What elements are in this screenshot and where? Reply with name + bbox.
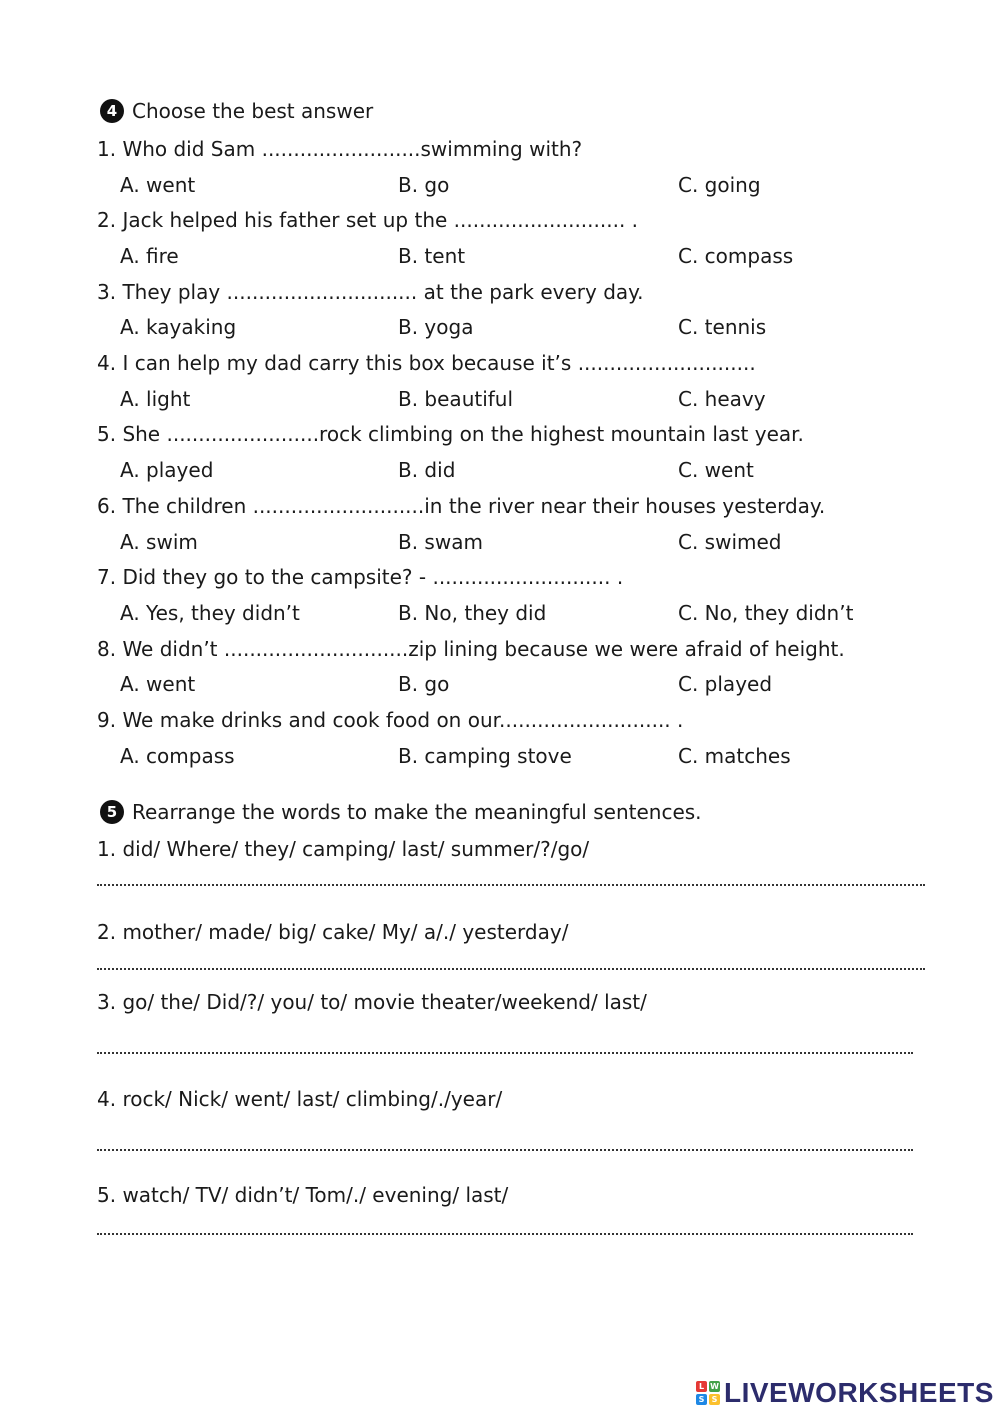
section-4-number-badge: 4 [100, 99, 124, 123]
logo-tile-2: W [710, 1382, 719, 1391]
question-9-option-c[interactable]: C. matches [678, 744, 791, 768]
question-7-option-a[interactable]: A. Yes, they didn’t [120, 601, 300, 625]
question-9: 9. We make drinks and cook food on our........................... . [97, 708, 684, 732]
logo-text: LIVEWORKSHEETS [724, 1377, 994, 1408]
logo-tile-3: S [696, 1394, 707, 1405]
logo-tiles-icon [696, 1381, 720, 1405]
question-1-option-a[interactable]: A. went [120, 173, 196, 197]
answer-line-4[interactable] [97, 1149, 913, 1151]
section-5-number-badge: 5 [100, 800, 124, 824]
question-1: 1. Who did Sam .........................swimming with? [97, 137, 583, 161]
question-3-option-c[interactable]: C. tennis [678, 315, 767, 339]
section-4-title: Choose the best answer [132, 99, 374, 123]
answer-line-5[interactable] [97, 1233, 913, 1235]
question-5-option-c[interactable]: C. went [678, 458, 754, 482]
question-5-option-a[interactable]: A. played [120, 458, 214, 482]
rearrange-item-1: 1. did/ Where/ they/ camping/ last/ summer/?/go/ [97, 837, 590, 861]
answer-line-1[interactable] [97, 884, 925, 886]
question-9-option-b[interactable]: B. camping stove [398, 744, 572, 768]
rearrange-item-5: 5. watch/ TV/ didn’t/ Tom/./ evening/ last/ [97, 1183, 509, 1207]
question-3-option-b[interactable]: B. yoga [398, 315, 474, 339]
question-4-option-b[interactable]: B. beautiful [398, 387, 514, 411]
question-6: 6. The children ...........................in the river near their houses yesterday. [97, 494, 826, 518]
question-4-option-c[interactable]: C. heavy [678, 387, 766, 411]
question-8-option-b[interactable]: B. go [398, 672, 450, 696]
rearrange-item-3: 3. go/ the/ Did/?/ you/ to/ movie theater/weekend/ last/ [97, 990, 647, 1014]
question-6-option-b[interactable]: B. swam [398, 530, 483, 554]
question-6-option-c[interactable]: C. swimed [678, 530, 782, 554]
logo-tile-4: S [709, 1394, 720, 1405]
answer-line-2[interactable] [97, 968, 925, 970]
section-5-heading [100, 800, 702, 824]
rearrange-item-2: 2. mother/ made/ big/ cake/ My/ a/./ yesterday/ [97, 920, 569, 944]
question-2-option-a[interactable]: A. fire [120, 244, 179, 268]
logo-tile-1: L [696, 1381, 707, 1392]
question-5-option-b[interactable]: B. did [398, 458, 456, 482]
question-8: 8. We didn’t .............................zip lining because we were afraid of height. [97, 637, 845, 661]
question-5: 5. She ........................rock climbing on the highest mountain last year. [97, 422, 804, 446]
question-8-option-c[interactable]: C. played [678, 672, 773, 696]
question-6-option-a[interactable]: A. swim [120, 530, 198, 554]
rearrange-item-4: 4. rock/ Nick/ went/ last/ climbing/./year/ [97, 1087, 503, 1111]
question-2-option-c[interactable]: C. compass [678, 244, 794, 268]
question-9-option-a[interactable]: A. compass [120, 744, 235, 768]
question-4-option-a[interactable]: A. light [120, 387, 191, 411]
question-7: 7. Did they go to the campsite? - ............................ . [97, 565, 624, 589]
section-5-title: Rearrange the words to make the meaningful sentences. [132, 800, 702, 824]
answer-line-3[interactable] [97, 1052, 913, 1054]
question-1-option-b[interactable]: B. go [398, 173, 450, 197]
question-7-option-c[interactable]: C. No, they didn’t [678, 601, 854, 625]
question-3-option-a[interactable]: A. kayaking [120, 315, 237, 339]
liveworksheets-logo [696, 1377, 994, 1409]
question-1-option-c[interactable]: C. going [678, 173, 761, 197]
section-4-heading [100, 99, 373, 123]
question-4: 4. I can help my dad carry this box because it’s ............................ [97, 351, 756, 375]
question-2: 2. Jack helped his father set up the ........................... . [97, 208, 639, 232]
question-8-option-a[interactable]: A. went [120, 672, 196, 696]
question-2-option-b[interactable]: B. tent [398, 244, 466, 268]
question-7-option-b[interactable]: B. No, they did [398, 601, 547, 625]
question-3: 3. They play .............................. at the park every day. [97, 280, 644, 304]
